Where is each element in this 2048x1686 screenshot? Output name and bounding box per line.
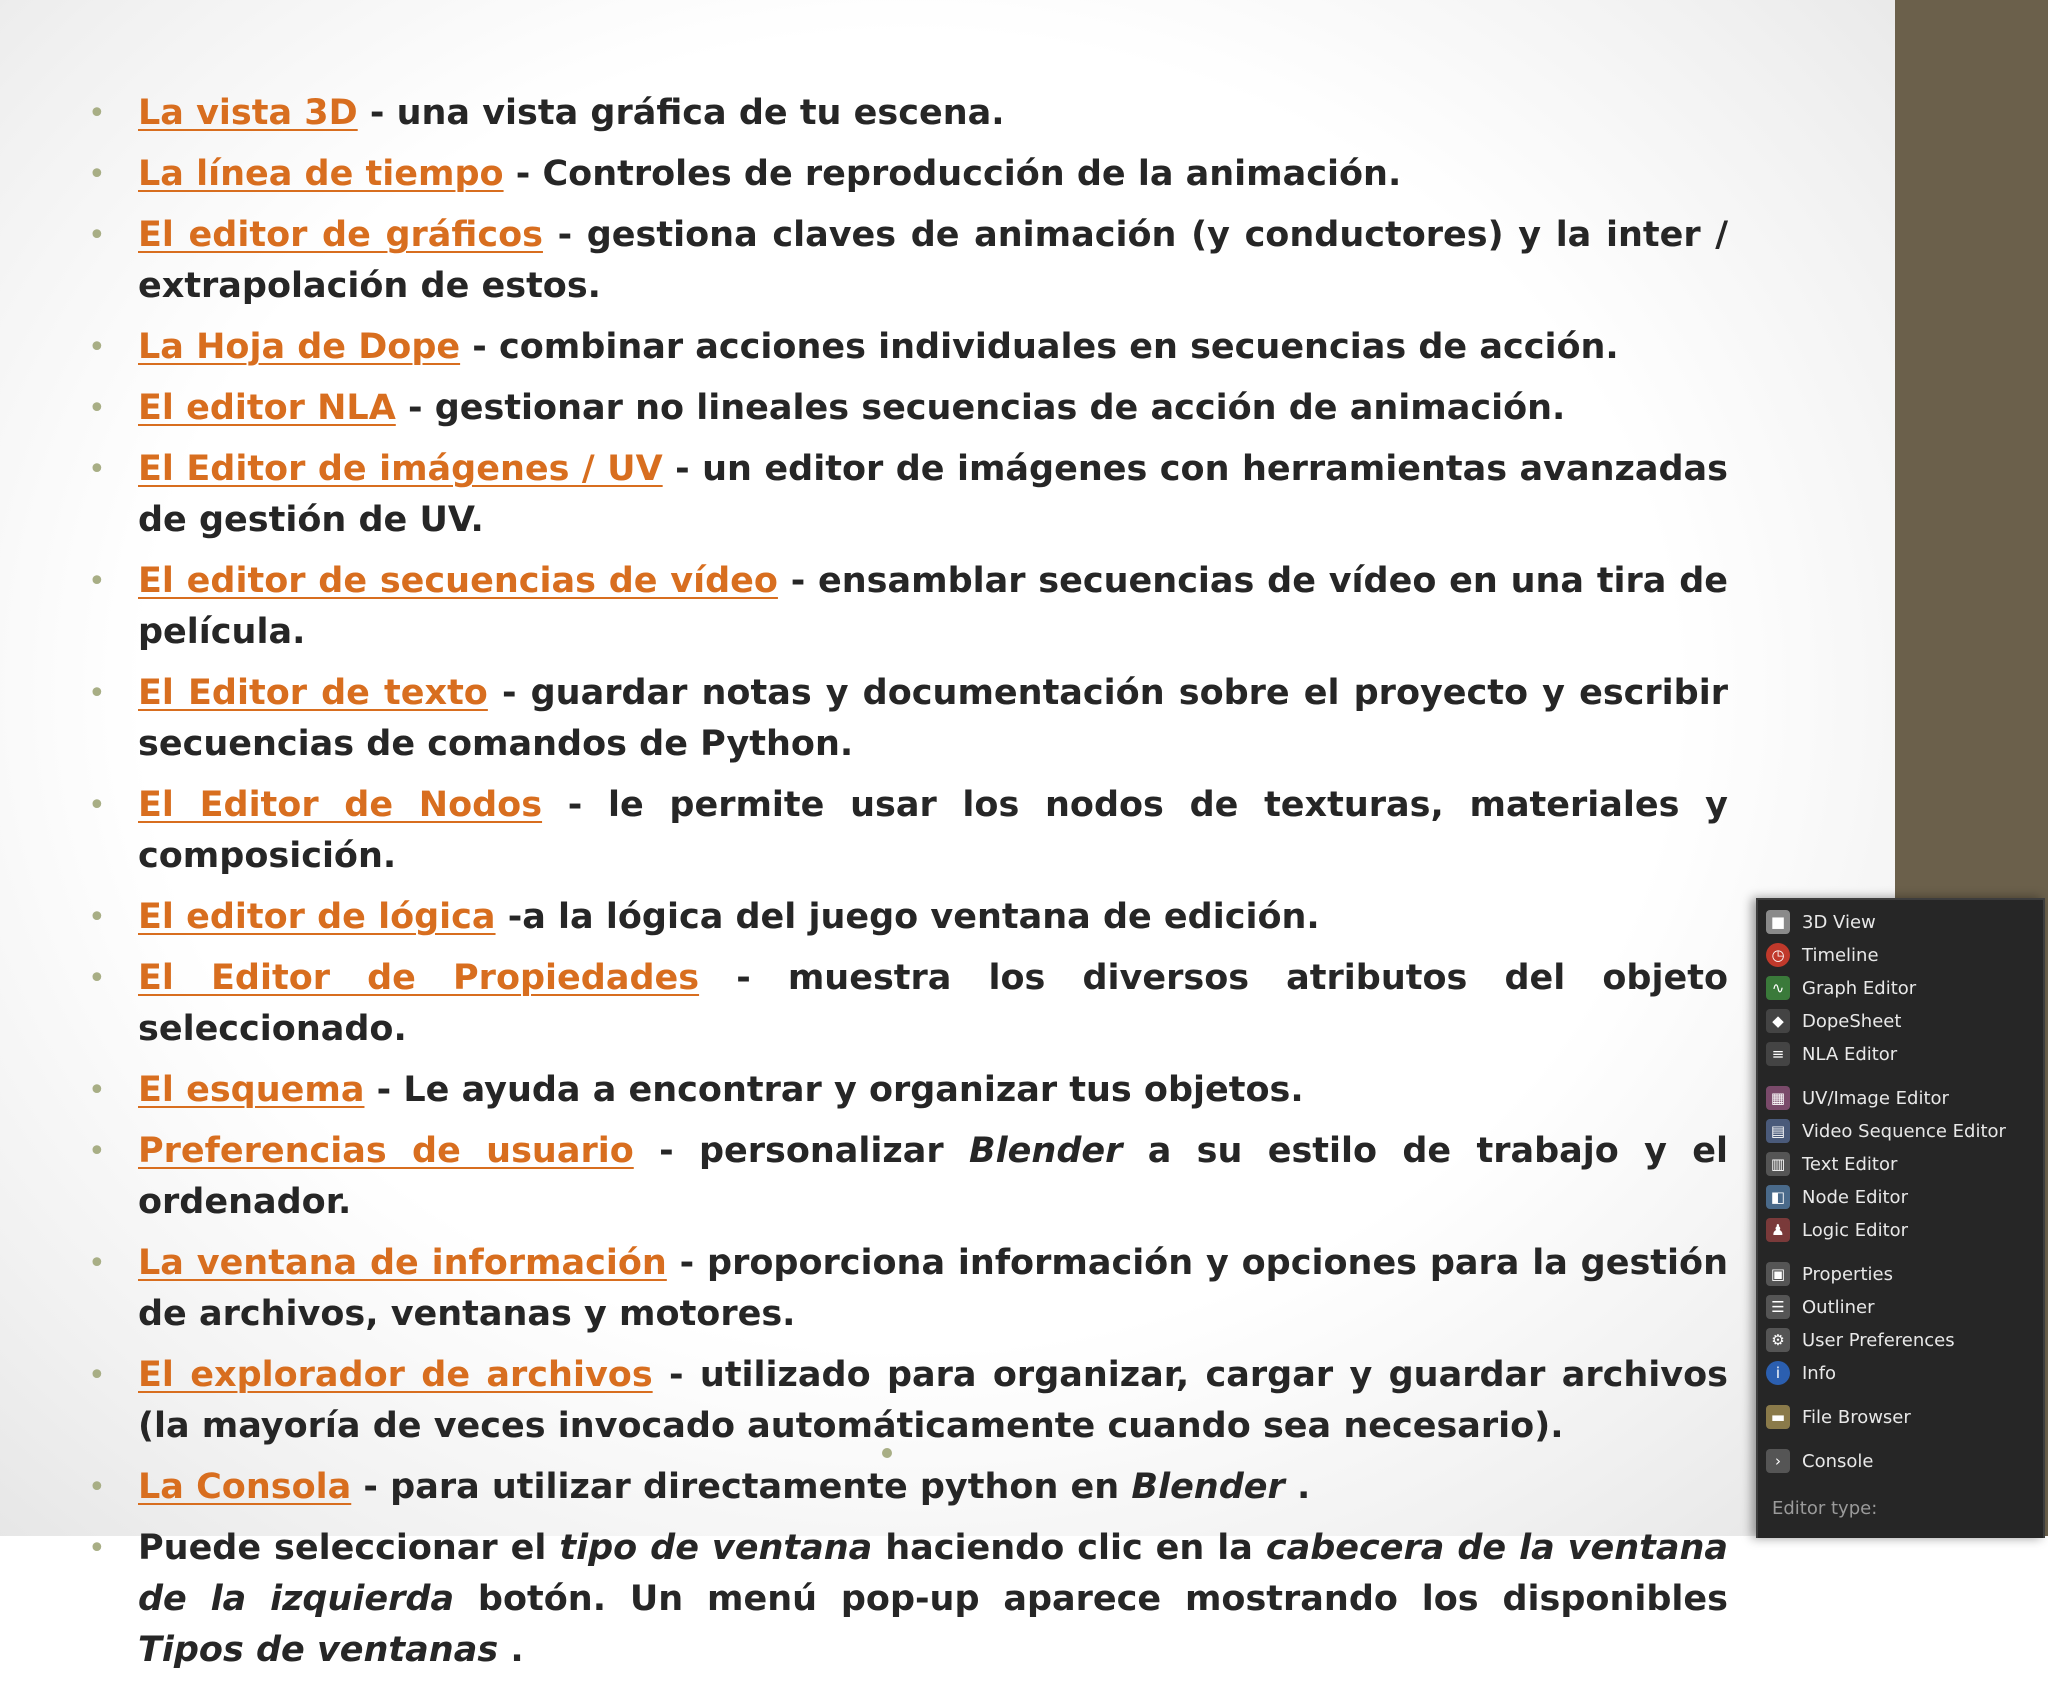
item-text: - gestionar no lineales secuencias de acción de animación. <box>395 388 1566 428</box>
menu-item-label: UV/Image Editor <box>1802 1087 1949 1109</box>
menu-item-label: Timeline <box>1802 944 1879 966</box>
diamonds-icon: ◆ <box>1766 1009 1790 1033</box>
menu-item-label: Text Editor <box>1802 1153 1898 1175</box>
info-icon: i <box>1766 1361 1790 1385</box>
menu-item-properties[interactable] <box>1758 1259 2043 1289</box>
item-text: - para utilizar directamente python en <box>351 1467 1132 1507</box>
item-text-emphasis: Blender <box>968 1131 1123 1171</box>
bullet-dot: • <box>88 788 106 823</box>
bullet-dot: • <box>88 1246 106 1281</box>
menu-item-timeline[interactable] <box>1758 940 2043 970</box>
list-item-final <box>88 1523 1728 1676</box>
bullet-dot: • <box>88 452 106 487</box>
item-text: - combinar acciones individuales en secuencias de acción. <box>460 327 1619 367</box>
menu-item-label: Node Editor <box>1802 1186 1908 1208</box>
folder-icon: ▬ <box>1766 1405 1790 1429</box>
item-text: Puede seleccionar el <box>138 1528 560 1568</box>
bottom-bullet-dot <box>882 1448 892 1458</box>
bullet-dot: • <box>88 676 106 711</box>
item-text: a su estilo de trabajo y el ordenador. <box>138 1131 1729 1222</box>
list-item <box>88 444 1728 546</box>
menu-item-user-preferences[interactable] <box>1758 1325 2043 1355</box>
list-item <box>88 1350 1728 1452</box>
menu-item-uv-image-editor[interactable] <box>1758 1083 2043 1113</box>
list-item <box>88 1065 1728 1116</box>
list-item <box>88 892 1728 943</box>
item-text: - gestiona claves de animación (y conductores) y la inter / extrapolación de estos. <box>138 215 1729 306</box>
node-icon: ◧ <box>1766 1185 1790 1209</box>
link-video-sequence-editor[interactable]: El editor de secuencias de vídeo <box>138 561 778 601</box>
item-text: . <box>498 1630 524 1670</box>
list-item <box>88 88 1728 139</box>
menu-item-file-browser[interactable] <box>1758 1402 2043 1432</box>
list-item <box>88 1126 1728 1228</box>
menu-item-nla-editor[interactable] <box>1758 1039 2043 1069</box>
menu-footer-label: Editor type: <box>1772 1498 1878 1519</box>
list-item <box>88 1462 1728 1513</box>
item-text: - Le ayuda a encontrar y organizar tus objetos. <box>364 1070 1304 1110</box>
item-text: - muestra los diversos atributos del objeto seleccionado. <box>138 958 1728 1049</box>
menu-item-dopesheet[interactable] <box>1758 1006 2043 1036</box>
link-text-editor[interactable]: El Editor de texto <box>138 673 488 713</box>
outliner-icon: ☰ <box>1766 1295 1790 1319</box>
menu-item-logic-editor[interactable] <box>1758 1215 2043 1245</box>
link-user-preferences[interactable]: Preferencias de usuario <box>138 1131 634 1171</box>
image-icon: ▦ <box>1766 1086 1790 1110</box>
properties-icon: ▣ <box>1766 1262 1790 1286</box>
film-icon: ▤ <box>1766 1119 1790 1143</box>
bullet-dot: • <box>88 96 106 131</box>
bullet-dot: • <box>88 157 106 192</box>
link-outliner[interactable]: El esquema <box>138 1070 365 1110</box>
link-file-browser[interactable]: El explorador de archivos <box>138 1355 653 1395</box>
link-properties-editor[interactable]: El Editor de Propiedades <box>138 958 700 998</box>
item-text: haciendo clic en la <box>872 1528 1266 1568</box>
item-text: - guardar notas y documentación sobre el proyecto y escribir secuencias de comandos de Python. <box>138 673 1728 764</box>
bullet-dot: • <box>88 1470 106 1505</box>
menu-item-label: 3D View <box>1802 911 1876 933</box>
bullet-dot: • <box>88 900 106 935</box>
item-text: - utilizado para organizar, cargar y guardar archivos (la mayoría de veces invocado automáticamente cuando sea necesario). <box>138 1355 1728 1446</box>
item-text-emphasis: cabecera de la ventana de la izquierda <box>138 1528 1729 1619</box>
link-3d-view[interactable]: La vista 3D <box>138 93 358 133</box>
menu-item-label: DopeSheet <box>1802 1010 1902 1032</box>
item-text: - un editor de imágenes con herramientas avanzadas de gestión de UV. <box>138 449 1728 540</box>
link-nla-editor[interactable]: El editor NLA <box>138 388 396 428</box>
item-text: . <box>1284 1467 1311 1507</box>
item-text: - le permite usar los nodos de texturas, materiales y composición. <box>138 785 1728 876</box>
list-item <box>88 668 1728 770</box>
clock-icon: ◷ <box>1766 943 1790 967</box>
menu-item-console[interactable] <box>1758 1446 2043 1476</box>
preferences-icon: ⚙ <box>1766 1328 1790 1352</box>
menu-item-label: Video Sequence Editor <box>1802 1120 2006 1142</box>
link-console[interactable]: La Consola <box>138 1467 352 1507</box>
link-timeline[interactable]: La línea de tiempo <box>138 154 504 194</box>
link-dope-sheet[interactable]: La Hoja de Dope <box>138 327 461 367</box>
menu-item-node-editor[interactable] <box>1758 1182 2043 1212</box>
menu-item-label: Console <box>1802 1450 1874 1472</box>
list-item <box>88 1238 1728 1340</box>
menu-item-3d-view[interactable] <box>1758 907 2043 937</box>
menu-item-label: Properties <box>1802 1263 1893 1285</box>
menu-item-video-sequence-editor[interactable] <box>1758 1116 2043 1146</box>
editor-type-menu <box>1756 898 2045 1538</box>
item-text: -a la lógica del juego ventana de edición. <box>495 897 1320 937</box>
link-graph-editor[interactable]: El editor de gráficos <box>138 215 543 255</box>
menu-item-label: Outliner <box>1802 1296 1875 1318</box>
curve-icon: ∿ <box>1766 976 1790 1000</box>
strips-icon: ≡ <box>1766 1042 1790 1066</box>
menu-item-label: File Browser <box>1802 1406 1911 1428</box>
menu-item-graph-editor[interactable] <box>1758 973 2043 1003</box>
item-text: - ensamblar secuencias de vídeo en una tira de película. <box>138 561 1728 652</box>
item-text: - proporciona información y opciones para la gestión de archivos, ventanas y motores. <box>138 1243 1728 1334</box>
bullet-dot: • <box>88 391 106 426</box>
menu-item-text-editor[interactable] <box>1758 1149 2043 1179</box>
link-logic-editor[interactable]: El editor de lógica <box>138 897 496 937</box>
list-item <box>88 322 1728 373</box>
bullet-dot: • <box>88 961 106 996</box>
bullet-dot: • <box>88 1073 106 1108</box>
link-uv-image-editor[interactable]: El Editor de imágenes / UV <box>138 449 663 489</box>
list-item <box>88 149 1728 200</box>
document-icon: ▥ <box>1766 1152 1790 1176</box>
item-text: botón. Un menú pop-up aparece mostrando los disponibles <box>454 1579 1728 1619</box>
bullet-dot: • <box>88 564 106 599</box>
item-text-emphasis: Blender <box>1131 1467 1285 1507</box>
item-text: - Controles de reproducción de la animación. <box>503 154 1402 194</box>
menu-item-label: NLA Editor <box>1802 1043 1898 1065</box>
menu-item-outliner[interactable] <box>1758 1292 2043 1322</box>
item-text: - personalizar <box>633 1131 969 1171</box>
joystick-icon: ♟ <box>1766 1218 1790 1242</box>
bullet-dot: • <box>88 1531 106 1566</box>
console-icon: › <box>1766 1449 1790 1473</box>
cube-icon: ■ <box>1766 910 1790 934</box>
item-text-emphasis: tipo de ventana <box>559 1528 873 1568</box>
list-item <box>88 953 1728 1055</box>
item-text-emphasis: Tipos de ventanas <box>138 1630 499 1670</box>
menu-item-label: Graph Editor <box>1802 977 1917 999</box>
bullet-dot: • <box>88 330 106 365</box>
bullet-dot: • <box>88 1134 106 1169</box>
item-text: - una vista gráfica de tu escena. <box>357 93 1005 133</box>
list-item <box>88 556 1728 658</box>
menu-item-label: Logic Editor <box>1802 1219 1909 1241</box>
list-item <box>88 780 1728 882</box>
list-item <box>88 210 1728 312</box>
link-node-editor[interactable]: El Editor de Nodos <box>138 785 543 825</box>
menu-item-label: Info <box>1802 1362 1837 1384</box>
menu-item-info[interactable] <box>1758 1358 2043 1388</box>
list-item <box>88 383 1728 434</box>
bullet-dot: • <box>88 218 106 253</box>
bullet-list <box>88 88 1728 1686</box>
bullet-dot: • <box>88 1358 106 1393</box>
menu-item-label: User Preferences <box>1802 1329 1955 1351</box>
link-info-window[interactable]: La ventana de información <box>138 1243 667 1283</box>
